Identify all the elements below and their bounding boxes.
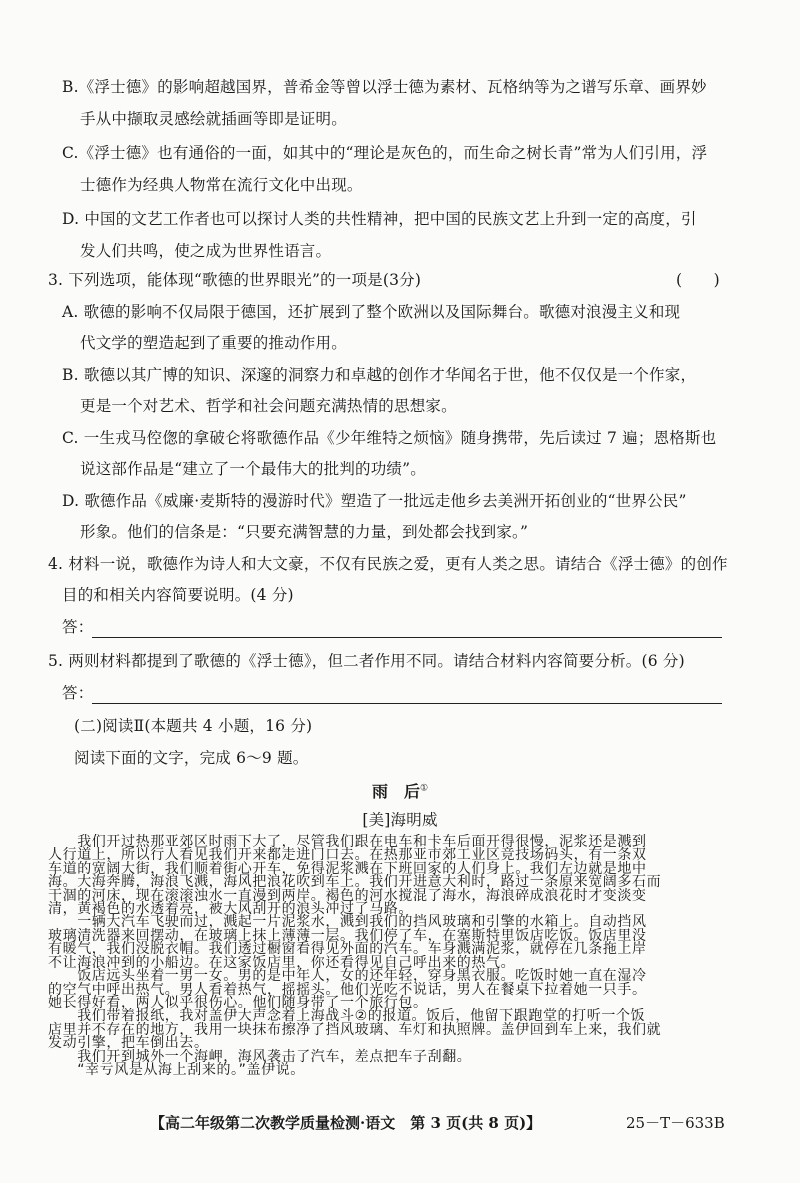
q3-option-c-line2: 说这部作品是“建立了一个最伟大的批判的功绩”。 [80,460,426,478]
q3-option-a-line1: A. 歌德的影响不仅局限于德国，还扩展到了整个欧洲以及国际舞台。歌德对浪漫主义和现 [62,303,681,321]
story-line: 有暖气，我们没脱衣帽。我们透过橱窗看得见外面的汽车。车身溅满泥浆，就停在几条拖上岸 [48,941,647,958]
story-line: 发动引擎，把车倒出去。 [48,1035,209,1052]
q5-answer-label: 答： [62,684,94,702]
story-line: 我们带着报纸，我对盖伊大声念着上海战斗②的报道。饭后，他留下跟跑堂的打听一个饭 [48,1008,646,1025]
story-line: 我们开过热那亚郊区时雨下大了，尽管我们跟在电车和卡车后面开得很慢，泥浆还是溅到 [48,834,647,850]
q3-option-a-line2: 代文学的塑造起到了重要的推动作用。 [80,334,347,352]
q5-answer-line[interactable] [92,703,722,704]
story-line: 玻璃清洗器来回摆动，在玻璃上抹上薄薄一层。我们停了车，在塞斯特里饭店吃饭。饭店里没 [48,927,647,944]
section-instruction: 阅读下面的文字，完成 6～9 题。 [74,749,309,767]
q4-answer-line[interactable] [92,637,722,638]
footer-page-info: 【高二年级第二次教学质量检测·语文 第 3 页(共 8 页)】 [150,1114,542,1132]
story-line: 的空气中呼出热气。男人看着热气，摇摇头。他们光吃不说话，男人在餐桌下拉着她一只手。 [48,981,647,998]
footer-code: 25－T－633B [626,1114,725,1132]
q2-option-b-line2: 手从中撷取灵感绘就插画等即是证明。 [80,110,347,128]
q2-option-d-line1: D. 中国的文艺工作者也可以探讨人类的共性精神，把中国的民族文艺上升到一定的高度，引 [62,210,697,228]
q3-option-b-line2: 更是一个对艺术、哲学和社会问题充满热情的思想家。 [80,397,457,415]
story-line: 店里并不存在的地方，我用一块抹布擦净了挡风玻璃、车灯和执照牌。盖伊回到车上来，我们就 [48,1021,662,1038]
story-line: “幸亏风是从海上刮来的。”盖伊说。 [48,1062,305,1078]
story-line: 海。大海奔腾，海浪飞溅，海风把浪花吹到车上。我们开进意大利时，路过一条原来宽阔多石而 [48,874,662,891]
q4-answer-label: 答： [62,618,94,636]
story-line: 车道的宽阔大街，我们顺着街心开车，免得泥浆溅在下班回家的人们身上。我们左边就是地中 [48,860,647,877]
story-author: [美]海明威 [362,811,438,829]
q3-option-d-line1: D. 歌德作品《威廉·麦斯特的漫游时代》塑造了一批远走他乡去美洲开拓创业的“世界公民” [62,492,687,510]
q4-stem-line1: 4. 材料一说，歌德作为诗人和大文豪，不仅有民族之爱，更有人类之思。请结合《浮士德》的创作 [48,555,728,573]
section-heading: (二)阅读Ⅱ(本题共 4 小题，16 分) [74,717,313,735]
story-line: 饭店远头坐着一男一女。男的是中年人，女的还年轻，穿身黑衣服。吃饭时她一直在湿冷 [48,968,647,985]
q3-option-d-line2: 形象。他们的信条是：“只要充满智慧的力量，到处都会找到家。” [80,523,529,541]
q3-option-b-line1: B. 歌德以其广博的知识、深邃的洞察力和卓越的创作才华闻名于世，他不仅仅是一个作家， [62,366,697,384]
q3-option-c-line1: C. 一生戎马倥偬的拿破仑将歌德作品《少年维特之烦恼》随身携带，先后读过 7 遍；恩格斯也 [62,429,717,447]
story-line: 她长得好看，两人似乎很伤心。他们随身带了一个旅行包。 [48,994,428,1011]
q3-answer-paren: ( ) [676,271,720,289]
story-line: 不让海浪冲到的小船边。在这家饭店里，你还看得见自己呼出来的热气。 [48,954,516,971]
q2-option-c-line2: 士德作为经典人物常在流行文化中出现。 [80,176,363,194]
story-line: 一辆大汽车飞驶而过，溅起一片泥浆水，溅到我们的挡风玻璃和引擎的水箱上。自动挡风 [48,914,647,931]
q4-stem-line2: 目的和相关内容简要说明。(4 分) [62,586,294,604]
q2-option-d-line2: 发人们共鸣，使之成为世界性语言。 [80,242,332,260]
q2-option-c-line1: C.《浮士德》也有通俗的一面，如其中的“理论是灰色的，而生命之树长青”常为人们引用，浮 [62,144,708,162]
q5-stem: 5. 两则材料都提到了歌德的《浮士德》，但二者作用不同。请结合材料内容简要分析。(6 分) [48,652,685,670]
q2-option-b-line1: B.《浮士德》的影响超越国界，普希金等曾以浮士德为素材、瓦格纳等为之谱写乐章、画界妙 [62,78,707,96]
story-line: 清，黄褐色的水透着亮，被大风刮开的浪头冲过了马路。 [48,901,413,918]
story-line: 人行道上，所以行人看见我们开来都走进门口去。在热那亚市郊工业区竞技场码头，有一条双 [48,847,647,864]
q3-stem: 3. 下列选项，能体现“歌德的世界眼光”的一项是(3分) [48,271,422,289]
story-line: 干涸的河床，现在滚滚浊水一直漫到两岸。褐色的河水搅混了海水，海浪碎成浪花时才变淡变 [48,887,647,904]
footnote-mark: ① [419,783,429,794]
story-title: 雨 后① [371,782,429,801]
story-line: 我们开到城外一个海岬，海风袭击了汽车，差点把车子刮翻。 [48,1048,472,1065]
